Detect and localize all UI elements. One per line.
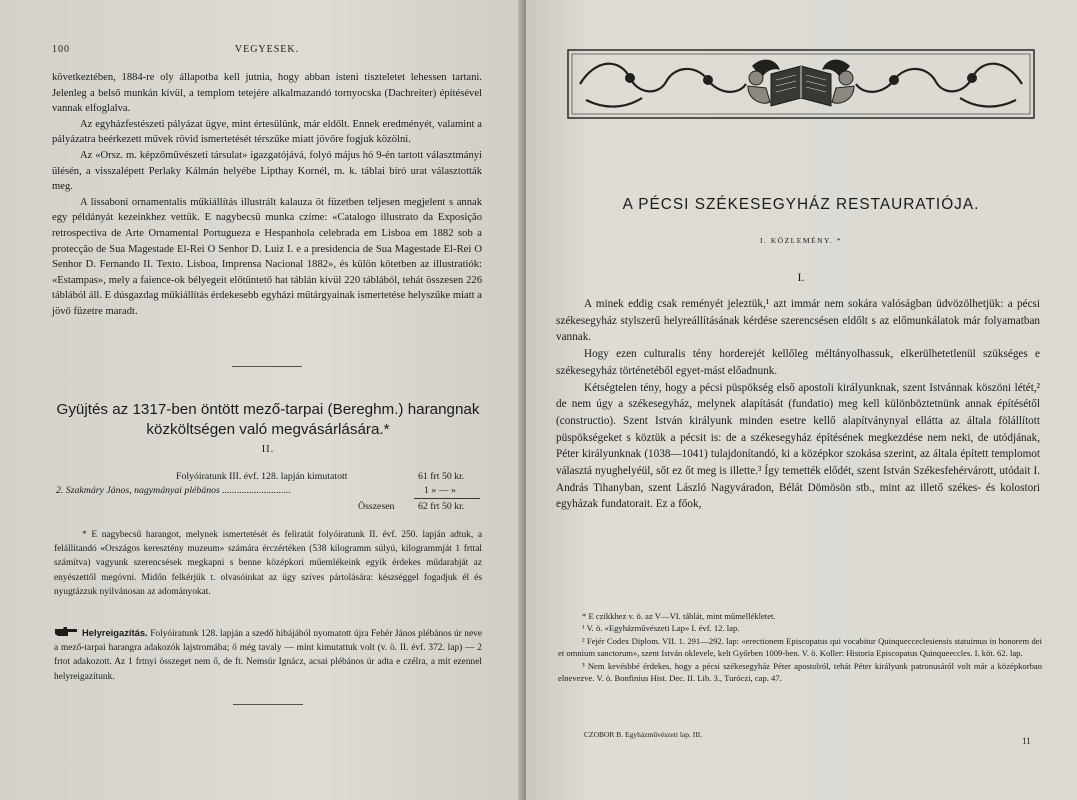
ledger-row-amount: 61 frt 50 kr. bbox=[418, 471, 465, 482]
pointing-hand-icon bbox=[54, 626, 78, 637]
news-item-art-society: Az «Orsz. m. képzőművészeti társulat» igazgatójává, folyó május hó 9-én tartott választmányi ülésén, a visszalépett Perlaky Kálmán helyébe Lipthay Kornél, m. k. táblai bíró urat választották meg. bbox=[52, 149, 482, 193]
collection-heading: Gyüjtés az 1317-ben öntött mező-tarpai (Bereghm.) harangnak közköltségen való megvásárlására.* bbox=[56, 401, 480, 438]
section-divider bbox=[232, 366, 302, 367]
footnote: ¹ V. ö. «Egyházművészeti Lap» I. évf. 12. lap. bbox=[582, 623, 740, 634]
news-items bbox=[52, 70, 482, 320]
footnote: * E czikkhez v. ö. az V—VI. táblát, mint műmellékletet. bbox=[582, 611, 776, 621]
article-subtitle: I. KÖZLEMÉNY. * bbox=[760, 236, 842, 245]
section-numeral: I. bbox=[797, 270, 805, 284]
news-item-lisbon-exhibition: A lissaboni ornamentalis műkiállítás illustrált kalauza öt füzetben teljesen megjelent s annak egy példányát kezeinkhez vettük. E nagybecsű munka czíme: «Catalogo illustrato da Exposição retrospectiva de Arte Ornamental Portugueza e Hespanhola celebrada em Lisboa em 1882 sob a protecção de Sua Magestade El-Rei O Senhor D. Luiz I. e a presidencia de Sua Magestade El-Rei O Senhor D. Fernando II. Texto. Lisboa, Imprensa Nacional 1882», és külön kötetben az illustratiók: «Estampas», mely a faience-ok bélyegeit előtüntető hat táblán kívül 220 táblából, tehát összesen 226 táblából áll. E dúsgazdag műkiállítás érdekesebb egyházi műtárgyainak ismertetése helyszűke miatt a jövő füzetre maradt. bbox=[52, 196, 482, 317]
left-page bbox=[0, 0, 522, 800]
footnote: ³ Nem kevésbbé érdekes, hogy a pécsi székesegyház Péter apostolról, tehát Péter királyunk patronusáról volt már a középkorban elnevezve. V. ö. Bonfinius Hist. Dec. II. Lib. 3., Turóczi, cap. 47. bbox=[558, 660, 1042, 684]
correction-text: Folyóiratunk 128. lapján a szedő hibájából nyomatott újra Fehér János plébános úr neve a mező-tarpai harangra adakozók lajstromába; ő még tavaly — mint kimutattuk volt (v. ö. II. évf. 372. lap) — 2 frtot adakozott. Az 1 frtnyi összeget nem ő, de ft. Nemsür Ignácz, acsai plébános úr adta e czélra, a mit ezennel helyreigazítunk. bbox=[54, 629, 483, 682]
ledger-row-label: 2. Szakmáry János, nagymányai plébános ............................ bbox=[56, 485, 291, 496]
correction-notice bbox=[54, 626, 482, 684]
page-number-right: 11 bbox=[1022, 736, 1031, 746]
ledger-row-amount: 1 » — » bbox=[424, 485, 456, 496]
collection-footnote: * E nagybecsű harangot, melynek ismertetését és feliratát folyóiratunk II. évf. 250. lapján adtuk, a felállítandó «Országos keresztény muzeum» számára érczértéken (538 kilogramm súlyú, kilogrammját 1 frttal számítva) vagyunk szerencsések megkapni s benne középkori műemlékeink egyik érdekes műdarabját az enyészettől megóvni. Midőn felkérjük t. olvasóinkat az ügy szíves pártolására: készséggel fogadjuk él és nyugtázzuk nyilvánosan az adományokat. bbox=[54, 530, 482, 597]
article-title: A PÉCSI SZÉKESEGYHÁZ RESTAURATIÓJA. bbox=[622, 196, 980, 213]
collection-part-numeral: II. bbox=[261, 444, 275, 455]
page-number-left: 100 bbox=[52, 44, 70, 55]
sum-line bbox=[414, 498, 480, 499]
article-body bbox=[556, 296, 1040, 513]
ledger-row-label: Folyóiratunk III. évf. 128. lapján kimutatott bbox=[176, 471, 348, 482]
ledger-total-label: Összesen bbox=[358, 501, 395, 512]
news-item-continuation: következtében, 1884-re oly állapotba kell jutnia, hogy abban isteni tiszteletet lehessen tartani. Jelenleg a belső munkán kívül, a templom tetejére alkalmazandó tornyocska (Dachreiter) építésével vannak elfoglalva. bbox=[52, 72, 482, 115]
news-item-painting-competition: Az egyházfestészeti pályázat ügye, mint értesülünk, már eldőlt. Ennek eredményét, valamint a pályázatra beérkezett művek rövid ismertetését térszűke miatt jövőre fogjuk közölni. bbox=[52, 118, 482, 146]
correction-label: Helyreigazítás. bbox=[82, 627, 148, 638]
ornamental-headpiece-icon bbox=[566, 44, 1036, 124]
end-divider bbox=[233, 704, 303, 705]
signature-line: CZOBOR B. Egyházművészeti lap. III. bbox=[584, 730, 703, 739]
running-head bbox=[52, 44, 482, 58]
footnote: ² Fejér Codex Diplom. VII. 1. 291—292. lap: «erectionem Episcopatus qui vocabitur Quinquecceclesiensis statuimus in honorem dei et omnium sanctorum», szent István oklevele, kelt Győrben 1009-ben. V. ö. Koller: Historia Episcopatus Quinqueeccles. I. köt. 62. lap. bbox=[558, 635, 1042, 659]
running-title: VEGYESEK. bbox=[234, 44, 300, 55]
ledger-total-amount: 62 frt 50 kr. bbox=[418, 501, 465, 512]
right-page bbox=[526, 0, 1077, 800]
article-paragraph: Kétségtelen tény, hogy a pécsi püspökség első apostoli királyunknak, szent Istvánnak köszöni létét,² de nem úgy a székesegyház, melynek alapítását (fundatio) meg kell különböztetnünk annak építésétől (constructio). Szent István királyunk minden esetre kellő alapítványnyal ellátta az általa fölállított püspökségeket s köztük a pécsit is: de a székesegyház építésének megkezdése nem neki, de utódjának, Péter királyunknak (1038—1041) tulajdonítandó, ki a középkor szokása szerint, az általa épített templomot választá nyughelyéül, sőt ez őt meg is illette.³ Így temették elődét, szent István Székesfehérvárott, utódait I. András Tihanyban, szent László Nagyváradon, Bélát Dömösön stb., mint az illető székes- és kolostori egyházak fundatorait. Ez a főok, bbox=[556, 381, 1040, 511]
article-paragraph: A minek eddig csak reményét jeleztük,¹ azt immár nem sokára valóságban üdvözölhetjük: a pécsi székesegyház stylszerű helyreállításának kérdése szerencsésen eldőlt s az előmunkálatok már folyamatban vannak. bbox=[556, 298, 1040, 344]
article-footnotes bbox=[558, 610, 1042, 684]
article-paragraph: Hogy ezen culturalis tény horderejét kellőleg méltányolhassuk, elkerülhetetlenül szükséges e székesegyház történetéből egyet-mást előadnunk. bbox=[556, 348, 1040, 377]
